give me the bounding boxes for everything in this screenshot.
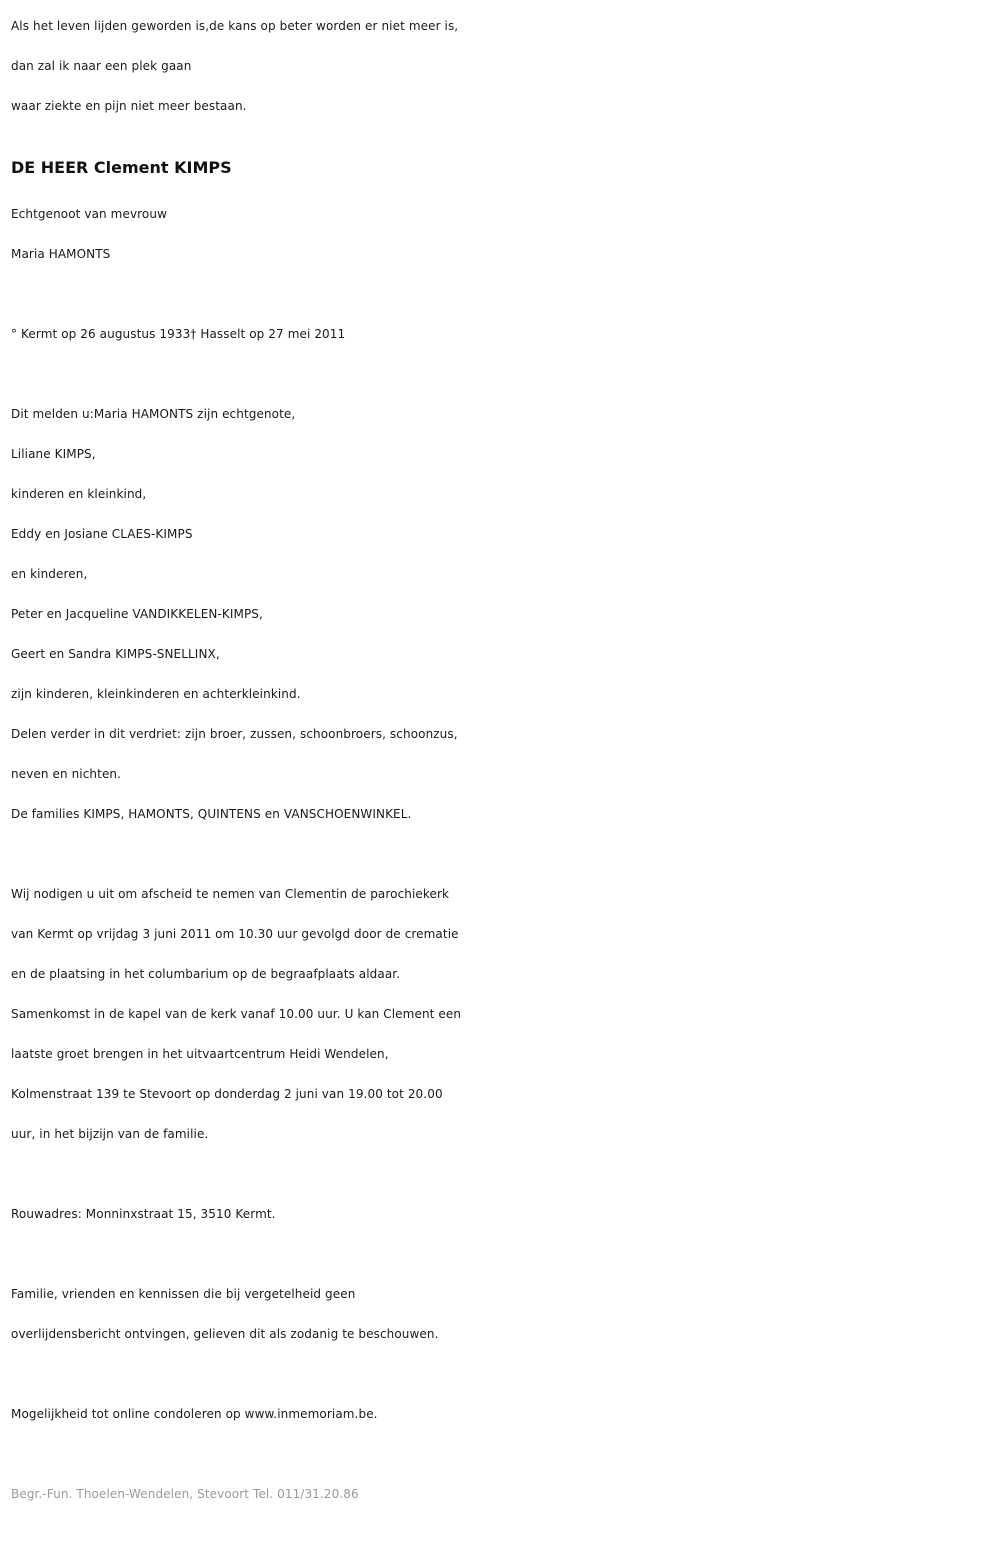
family-block: [11, 394, 991, 834]
family-line: Delen verder in dit verdriet: zijn broer, zussen, schoonbroers, schoonzus,: [11, 727, 458, 741]
poem: [11, 6, 991, 126]
invitation-line: uur, in het bijzijn van de familie.: [11, 1127, 209, 1141]
poem-line: dan zal ik naar een plek gaan: [11, 59, 192, 73]
poem-line: waar ziekte en pijn niet meer bestaan.: [11, 99, 247, 113]
spacer: [11, 1154, 991, 1194]
mourning-address: Rouwadres: Monninxstraat 15, 3510 Kermt.: [11, 1207, 276, 1221]
funeral-home-footer: Begr.-Fun. Thoelen-Wendelen, Stevoort Tel. 011/31.20.86: [11, 1487, 359, 1501]
family-line: kinderen en kleinkind,: [11, 487, 147, 501]
spacer: [11, 1234, 991, 1274]
spacer: [11, 274, 991, 314]
poem-line: Als het leven lijden geworden is,de kans op beter worden er niet meer is,: [11, 19, 459, 33]
birth-death-dates: ° Kermt op 26 augustus 1933† Hasselt op 27 mei 2011: [11, 327, 346, 341]
spouse-block: [11, 194, 991, 274]
notice-block: [11, 1274, 991, 1354]
spouse-line: Echtgenoot van mevrouw: [11, 207, 167, 221]
invitation-line: van Kermt op vrijdag 3 juni 2011 om 10.30 uur gevolgd door de crematie: [11, 927, 459, 941]
obituary-document: [11, 6, 991, 1514]
family-line: Peter en Jacqueline VANDIKKELEN-KIMPS,: [11, 607, 263, 621]
family-line: zijn kinderen, kleinkinderen en achterkleinkind.: [11, 687, 301, 701]
spacer: [11, 354, 991, 394]
spacer: [11, 1354, 991, 1394]
notice-line: overlijdensbericht ontvingen, gelieven dit als zodanig te beschouwen.: [11, 1327, 439, 1341]
spacer: [11, 834, 991, 874]
family-line: Geert en Sandra KIMPS-SNELLINX,: [11, 647, 220, 661]
invitation-block: [11, 874, 991, 1154]
invitation-line: en de plaatsing in het columbarium op de begraafplaats aldaar.: [11, 967, 401, 981]
family-line: Dit melden u:Maria HAMONTS zijn echtgenote,: [11, 407, 296, 421]
online-condolence: Mogelijkheid tot online condoleren op www.inmemoriam.be.: [11, 1407, 378, 1421]
invitation-line: Kolmenstraat 139 te Stevoort op donderdag 2 juni van 19.00 tot 20.00: [11, 1087, 443, 1101]
invitation-line: laatste groet brengen in het uitvaartcentrum Heidi Wendelen,: [11, 1047, 389, 1061]
family-line: Eddy en Josiane CLAES-KIMPS: [11, 527, 193, 541]
deceased-name: DE HEER Clement KIMPS: [11, 158, 232, 177]
family-line: en kinderen,: [11, 567, 88, 581]
invitation-line: Wij nodigen u uit om afscheid te nemen van Clementin de parochiekerk: [11, 887, 450, 901]
family-line: neven en nichten.: [11, 767, 122, 781]
invitation-line: Samenkomst in de kapel van de kerk vanaf 10.00 uur. U kan Clement een: [11, 1007, 462, 1021]
spouse-line: Maria HAMONTS: [11, 247, 111, 261]
notice-line: Familie, vrienden en kennissen die bij vergetelheid geen: [11, 1287, 356, 1301]
family-line: De families KIMPS, HAMONTS, QUINTENS en VANSCHOENWINKEL.: [11, 807, 412, 821]
family-line: Liliane KIMPS,: [11, 447, 96, 461]
spacer: [11, 1434, 991, 1474]
